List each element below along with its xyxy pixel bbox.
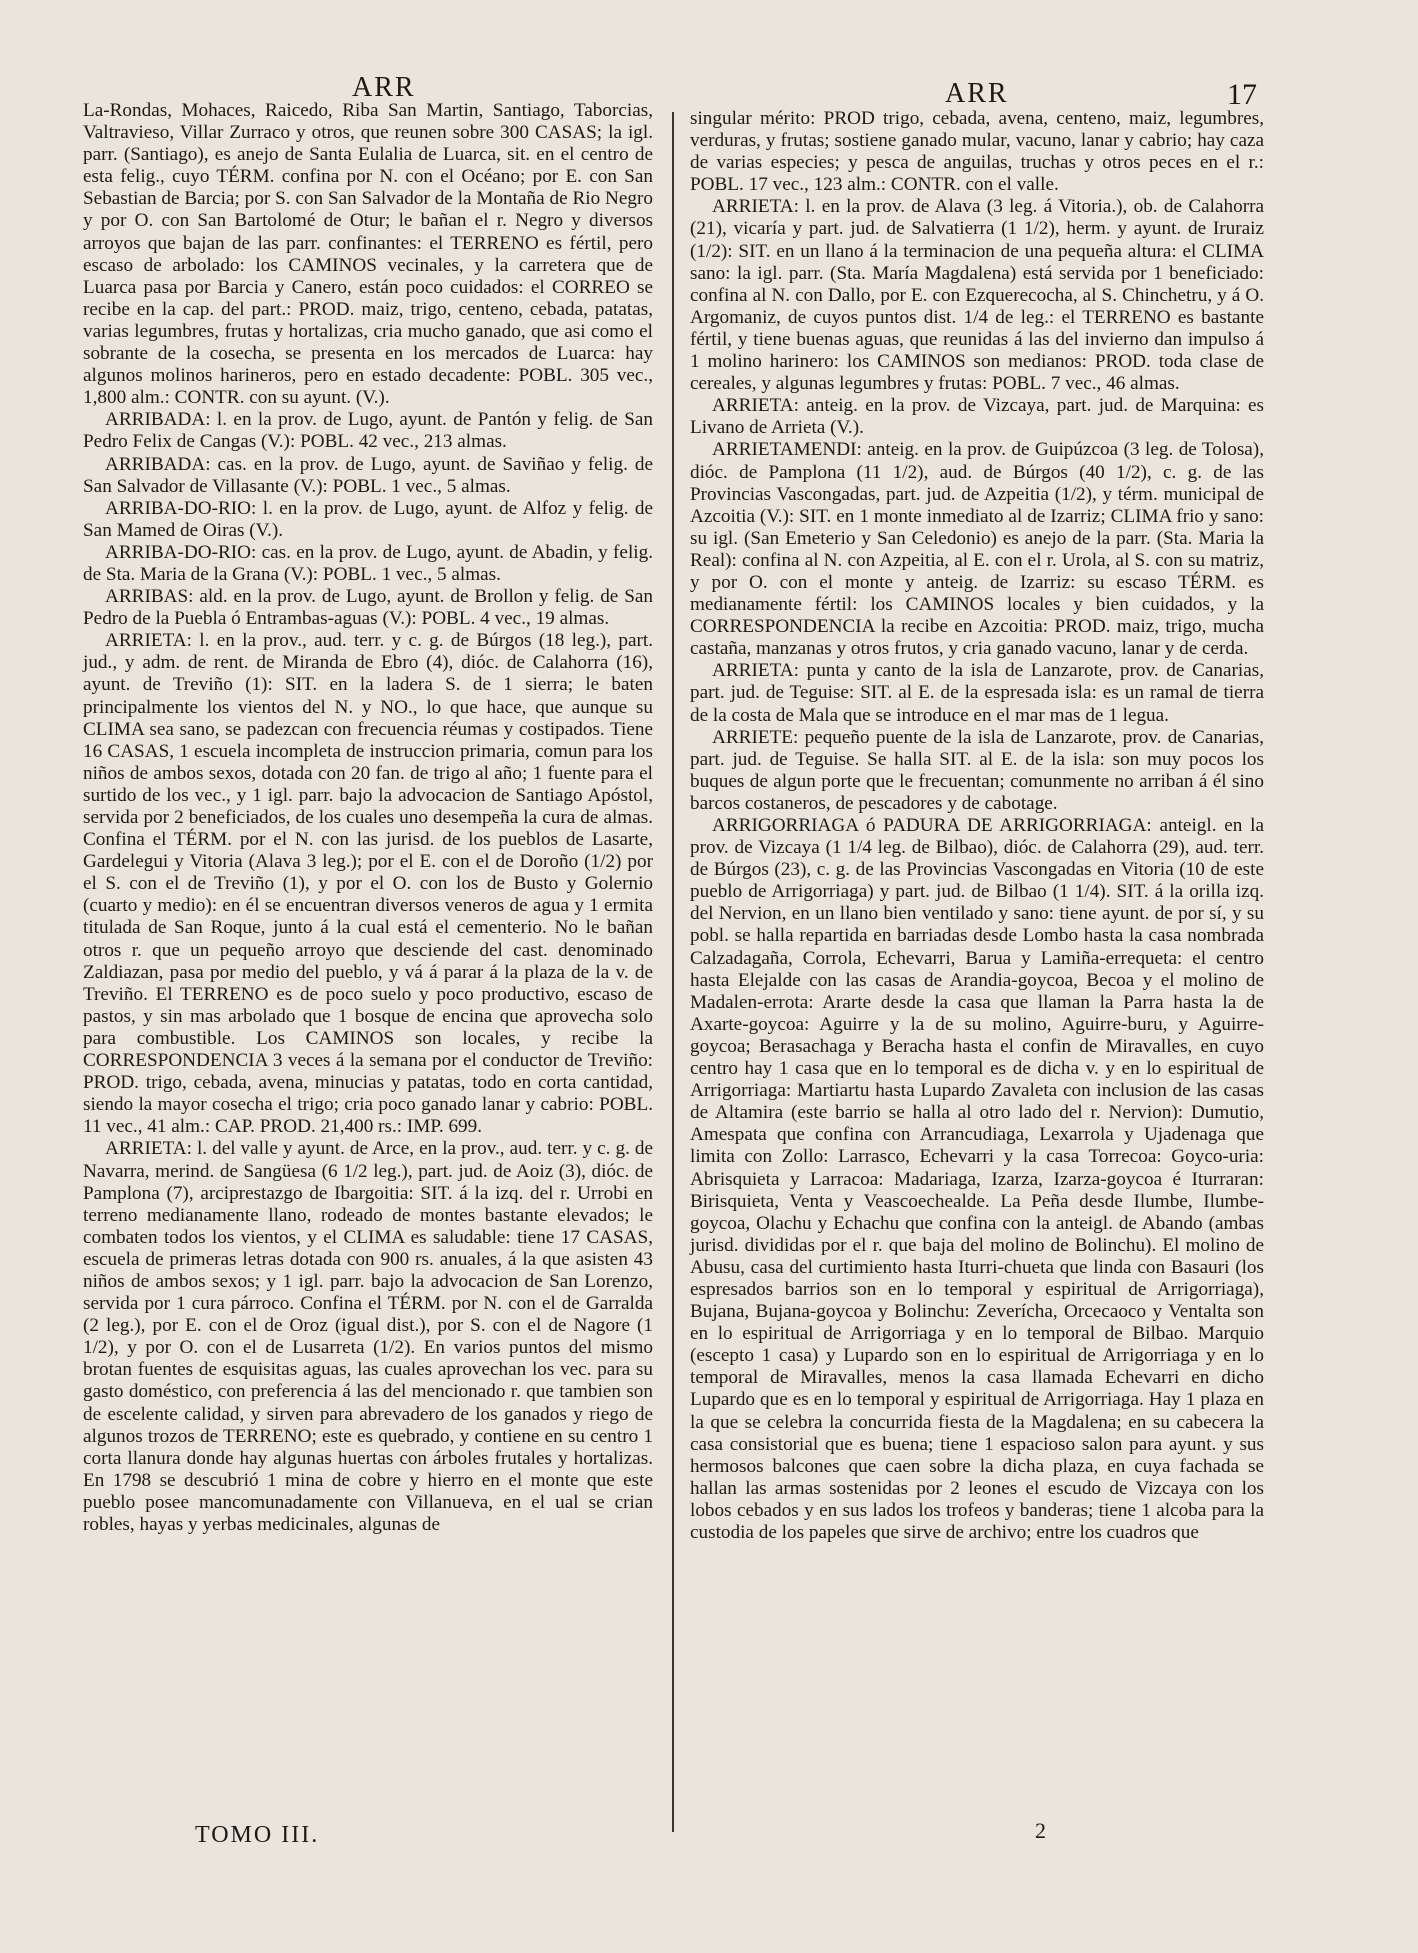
left-column [83, 100, 653, 1536]
entry-paragraph: La-Rondas, Mohaces, Raicedo, Riba San Martin, Santiago, Taborcias, Valtravieso, Villar Zurraco y otros, que reunen sobre 300 CASAS; la igl. parr. (Santiago), es anejo de Santa Eulalia de Luarca, sit. en el centro de esta felig., cuyo TÉRM. confina por N. con el Océano; por E. con San Sebastian de Barcia; por S. con San Salvador de la Montaña de Rio Negro y por O. con San Bartolomé de Otur; le bañan el r. Negro y diversos arroyos que bajan de las parr. confinantes: el TERRENO es fértil, pero escaso de arbolado: los CAMINOS vecinales, y la carretera que de Luarca pasa por Barcia y Canero, están poco cuidados: el CORREO se recibe en la cap. del part.: PROD. maiz, trigo, centeno, cebada, patatas, varias legumbres, frutas y hortalizas, cria mucho ganado, que asi como el sobrante de la cosecha, se presenta en los mercados de Luarca: hay algunos molinos harineros, pero en estado decadente: POBL. 305 vec., 1,800 alm.: CONTR. con su ayunt. (V.). [83, 100, 653, 409]
entry-paragraph: singular mérito: PROD trigo, cebada, avena, centeno, maiz, legumbres, verduras, y frutas; sostiene ganado mular, vacuno, lanar y cabrio; hay caza de varias especies; y pesca de anguilas, truchas y otros peces en el r.: POBL. 17 vec., 123 alm.: CONTR. con el valle. [690, 108, 1264, 196]
entry-paragraph: ARRIBADA: l. en la prov. de Lugo, ayunt. de Pantón y felig. de San Pedro Felix de Cangas (V.): POBL. 42 vec., 213 almas. [83, 409, 653, 453]
entry-paragraph: ARRIBAS: ald. en la prov. de Lugo, ayunt. de Brollon y felig. de San Pedro de la Puebla ó Entrambas-aguas (V.): POBL. 4 vec., 19 almas. [83, 586, 653, 630]
entry-paragraph: ARRIBA-DO-RIO: l. en la prov. de Lugo, ayunt. de Alfoz y felig. de San Mamed de Oiras (V.). [83, 497, 653, 541]
entry-paragraph: ARRIETA: l. en la prov. de Alava (3 leg. á Vitoria.), ob. de Calahorra (21), vicaría y part. jud. de Salvatierra (1 1/2), herm. y ayunt. de Iruraiz (1/2): SIT. en un llano á la terminacion de una pequeña altura: el CLIMA sano: la igl. parr. (Sta. María Magdalena) está servida por 1 beneficiado: confina al N. con Dallo, por E. con Ezquerecocha, al S. Chinchetru, y á O. Argomaniz, de cuyos puntos dist. 1/4 de leg.: el TERRENO es bastante fértil, y tiene buenas aguas, que reunidas á las del invierno dan impulso á 1 molino harinero: los CAMINOS son medianos: PROD. toda clase de cereales, y algunas legumbres y frutas: POBL. 7 vec., 46 almas. [690, 196, 1264, 395]
entry-paragraph: ARRIETE: pequeño puente de la isla de Lanzarote, prov. de Canarias, part. jud. de Teguise. Se halla SIT. al E. de la isla: son muy pocos los buques de algun porte que le frecuentan; comunmente no arriban á él sino barcos costaneros, de pescadores y de cabotage. [690, 726, 1264, 814]
entry-paragraph: ARRIGORRIAGA ó PADURA DE ARRIGORRIAGA: anteigl. en la prov. de Vizcaya (1 1/4 leg. de Bilbao), dióc. de Calahorra (29), aud. terr. de Búrgos (23), c. g. de las Provincias Vascongadas en Vitoria (10 de este pueblo de Arrigorriaga) y part. jud. de Bilbao (1 1/4). SIT. á la orilla izq. del Nervion, en un llano bien ventilado y sano: tiene ayunt. de por sí, y su pobl. se halla repartida en barriadas desde Lombo hasta la casa nombrada Calzadagaña, Corrola, Echevarri, Barua y Lamiña-errequeta: el centro hasta Elejalde con las casas de Arandia-goycoa, Becoa y el molino de Madalen-errota: Ararte desde la casa que llaman la Parra hasta la de Axarte-goycoa: Aguirre y la de su molino, Aguirre-buru, y Aguirre-goycoa; Berasachaga y Beracha hasta el confin de Miravalles, en cuyo centro hay 1 casa que en lo temporal es de dicha v. y en lo espiritual de Arrigorriaga: Martiartu hasta Lupardo Zavaleta con inclusion de las casas de Altamira (este barrio se halla al otro lado del r. Nervion): Dumutio, Amespata que confina con Arrancudiaga, Lexarrola y Ujadenaga que limita con Zollo: Larrasco, Echevarri y la casa Torrecoa: Goyco-uria: Abrisquieta y Larracoa: Madariaga, Izarza, Izarza-goycoa é Iturraran: Birisquieta, Venta y Veascoechealde. La Peña desde Ilumbe, Ilumbe-goycoa, Olachu y Echachu que confina con la anteigl. de Abando (ambas jurisd. divididas por el r. que baja del molino de Bolinchu). El molino de Abusu, casa del curtimiento hasta Iturri-chueta que linda con Basauri (los espresados barrios son en lo temporal y espiritual de Arrigorriaga), Bujana, Bujana-goycoa y Bolinchu: Zeverícha, Orcecaoco y Ventalta son en lo espiritual de Arrigorriaga y en lo temporal de Bilbao. Marquio (escepto 1 casa) y Lupardo son en lo espiritual de Arrigorriaga y en lo temporal de Miravalles, menos la casa llamada Echevarri en dicho Lupardo que es en lo temporal y espiritual de Arrigorriaga. Hay 1 plaza en la que se celebra la concurrida fiesta de la Magdalena; en su cabecera la casa consistorial que es buena; tiene 1 espacioso salon para ayunt. y sus hermosos balcones que caen sobre la dicha plaza, en cuya fachada se hallan las armas sostenidas por 2 leones el escudo de Vizcaya con los lobos cebados y en sus lados los trofeos y banderas; tiene 1 alcoba para la custodia de los papeles que sirve de archivo; entre los cuadros que [690, 815, 1264, 1543]
page-number: 17 [1227, 78, 1257, 111]
volume-label: TOMO III. [195, 1822, 320, 1848]
entry-paragraph: ARRIBA-DO-RIO: cas. en la prov. de Lugo, ayunt. de Abadin, y felig. de Sta. Maria de la Grana (V.): POBL. 1 vec., 5 almas. [83, 541, 653, 585]
right-running-head: ARR [945, 78, 1009, 109]
entry-paragraph: ARRIETA: anteig. en la prov. de Vizcaya, part. jud. de Marquina: es Livano de Arrieta (V.). [690, 395, 1264, 439]
right-column [690, 108, 1264, 1544]
entry-paragraph: ARRIBADA: cas. en la prov. de Lugo, ayunt. de Saviñao y felig. de San Salvador de Villasante (V.): POBL. 1 vec., 5 almas. [83, 453, 653, 497]
entry-paragraph: ARRIETA: l. en la prov., aud. terr. y c. g. de Búrgos (18 leg.), part. jud., y adm. de rent. de Miranda de Ebro (4), dióc. de Calahorra (16), ayunt. de Treviño (1): SIT. en la ladera S. de 1 sierra; le baten principalmente los vientos del N. y NO., lo que hace, que aunque su CLIMA sea sano, se padezcan con frecuencia réumas y costipados. Tiene 16 CASAS, 1 escuela incompleta de instruccion primaria, comun para los niños de ambos sexos, dotada con 20 fan. de trigo al año; 1 fuente para el surtido de los vec., y 1 igl. parr. bajo la advocacion de Santiago Apóstol, servida por 2 beneficiados, de los cuales uno desempeña la cura de almas. Confina el TÉRM. por el N. con las jurisd. de los pueblos de Lasarte, Gardelegui y Vitoria (Alava 3 leg.); por el E. con el de Doroño (1/2) por el S. con el de Treviño (1), y por el O. con los de Busto y Golernio (cuarto y medio): en él se encuentran diversos veneros de agua y 1 ermita titulada de San Roque, junto á la cual está el cementerio. No le bañan otros r. que un pequeño arroyo que desciende del cast. denominado Zaldiazan, pasa por medio del pueblo, y vá á parar á la plaza de la v. de Treviño. El TERRENO es de poco suelo y poco productivo, escaso de pastos, y sin mas arbolado que 1 bosque de encina que aprovecha solo para combustible. Los CAMINOS son locales, y recibe la CORRESPONDENCIA 3 veces á la semana por el conductor de Treviño: PROD. trigo, cebada, avena, minucias y patatas, todo en corta cantidad, siendo la mayor cosecha el trigo; cria poco ganado lanar y cabrio: POBL. 11 vec., 41 alm.: CAP. PROD. 21,400 rs.: IMP. 699. [83, 630, 653, 1138]
signature-mark: 2 [1035, 1818, 1046, 1843]
left-running-head: ARR [352, 72, 416, 103]
entry-paragraph: ARRIETA: l. del valle y ayunt. de Arce, en la prov., aud. terr. y c. g. de Navarra, merind. de Sangüesa (6 1/2 leg.), part. jud. de Aoiz (3), dióc. de Pamplona (7), arciprestazgo de Ibargoitia: SIT. á la izq. del r. Urrobi en terreno medianamente llano, rodeado de montes bastante elevados; le combaten todos los vientos, y el CLIMA es saludable: tiene 17 CASAS, escuela de primeras letras dotada con 900 rs. anuales, á la que asisten 43 niños de ambos sexos; y 1 igl. parr. bajo la advocacion de San Lorenzo, servida por 1 cura párroco. Confina el TÉRM. por N. con el de Garralda (2 leg.), por E. con el de Oroz (igual dist.), por S. con el de Nagore (1 1/2), y por O. con el de Lusarreta (1/2). En varios puntos del mismo brotan fuentes de esquisitas aguas, las cuales aprovechan los vec. para su gasto doméstico, con preferencia á las del mencionado r. que tambien son de escelente calidad, y sirven para abrevadero de los ganados y riego de algunos trozos de TERRENO; este es quebrado, y contiene en su centro 1 corta llanura donde hay algunas huertas con árboles frutales y hortalizas. En 1798 se descubrió 1 mina de cobre y hierro en el monte que este pueblo posee mancomunadamente con Villanueva, en el ual se crian robles, hayas y yerbas medicinales, algunas de [83, 1138, 653, 1535]
entry-paragraph: ARRIETAMENDI: anteig. en la prov. de Guipúzcoa (3 leg. de Tolosa), dióc. de Pamplona (11 1/2), aud. de Búrgos (40 1/2), c. g. de las Provincias Vascongadas, part. jud. de Azpeitia (1/2), y térm. municipal de Azcoitia (V.): SIT. en 1 monte inmediato al de Izarriz; CLIMA frio y sano: su igl. (San Emeterio y San Celedonio) es anejo de la parr. (Sta. Maria la Real): confina al N. con Azpeitia, al E. con el r. Urola, al S. con su matriz, y por O. con el monte y anteig. de Izarriz: su escaso TÉRM. es medianamente fértil: los CAMINOS locales y bien cuidados, y la CORRESPONDENCIA la recibe en Azcoitia: PROD. maiz, trigo, mucha castaña, manzanas y otros frutos, y cria ganado vacuno, lanar y de cerda. [690, 439, 1264, 660]
column-divider [672, 112, 674, 1832]
entry-paragraph: ARRIETA: punta y canto de la isla de Lanzarote, prov. de Canarias, part. jud. de Teguise: SIT. al E. de la espresada isla: es un ramal de tierra de la costa de Mala que se introduce en el mar mas de 1 legua. [690, 660, 1264, 726]
